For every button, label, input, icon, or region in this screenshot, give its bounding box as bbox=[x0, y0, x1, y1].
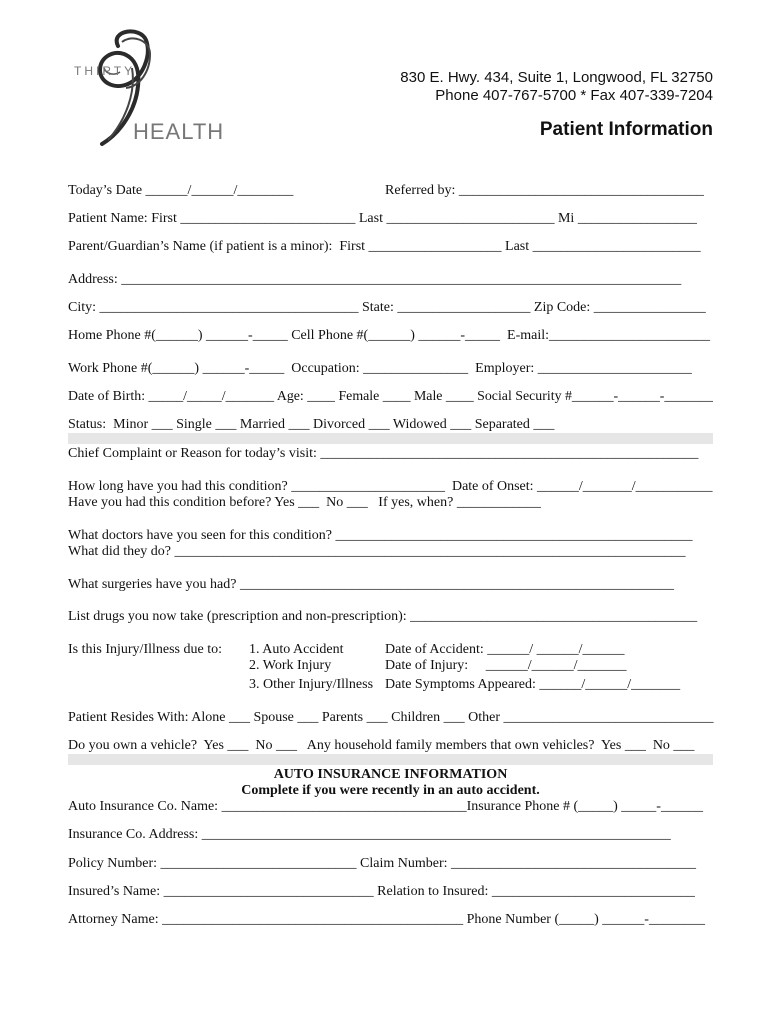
condition-duration-field[interactable]: How long have you had this condition? ______________________ Date of Onset: ______/_______/___________ bbox=[68, 479, 713, 494]
page-title: Patient Information bbox=[539, 119, 713, 140]
clinic-address: 830 E. Hwy. 434, Suite 1, Longwood, FL 32750 bbox=[400, 69, 713, 86]
dob-sex-ssn-field[interactable]: Date of Birth: _____/_____/_______ Age: ____ Female ____ Male ____ Social Security #______-______-_______ bbox=[68, 389, 713, 404]
auto-insurance-company-field[interactable]: Auto Insurance Co. Name: ___________________________________Insurance Phone # (_____) _____-______ bbox=[68, 799, 703, 814]
date-of-accident-field[interactable]: Date of Accident: ______/ ______/______ bbox=[385, 642, 625, 657]
marital-status-field[interactable]: Status: Minor ___ Single ___ Married ___ Divorced ___ Widowed ___ Separated ___ bbox=[68, 417, 555, 432]
date-of-injury-field[interactable]: Date of Injury: ______/______/_______ bbox=[385, 658, 627, 673]
address-field[interactable]: Address: ________________________________________________________________________________ bbox=[68, 272, 682, 287]
surgeries-field[interactable]: What surgeries have you had? ______________________________________________________________ bbox=[68, 577, 674, 592]
referred-by-field[interactable]: Referred by: ___________________________________ bbox=[385, 183, 704, 198]
injury-option-other[interactable]: 3. Other Injury/Illness bbox=[249, 677, 374, 692]
resides-with-field[interactable]: Patient Resides With: Alone ___ Spouse ___ Parents ___ Children ___ Other ______________________________ bbox=[68, 710, 714, 725]
attorney-field[interactable]: Attorney Name: ___________________________________________ Phone Number (_____) ______-________ bbox=[68, 912, 705, 927]
vehicle-ownership-field[interactable]: Do you own a vehicle? Yes ___ No ___ Any household family members that own vehicles? Yes ___ No ___ bbox=[68, 738, 695, 753]
injury-option-work[interactable]: 2. Work Injury bbox=[249, 658, 332, 673]
work-occupation-field[interactable]: Work Phone #(______) ______-_____ Occupation: _______________ Employer: ______________________ bbox=[68, 361, 692, 376]
thirty-nine-health-logo bbox=[70, 28, 225, 148]
insured-relation-field[interactable]: Insured’s Name: ______________________________ Relation to Insured: _____________________________ bbox=[68, 884, 695, 899]
auto-insurance-heading: AUTO INSURANCE INFORMATION bbox=[273, 767, 508, 782]
policy-claim-field[interactable]: Policy Number: ____________________________ Claim Number: ___________________________________ bbox=[68, 856, 697, 871]
injury-option-auto[interactable]: 1. Auto Accident bbox=[249, 642, 344, 657]
doctors-seen-field[interactable]: What doctors have you seen for this condition? ___________________________________________________ bbox=[68, 528, 693, 543]
patient-name-field[interactable]: Patient Name: First _________________________ Last ________________________ Mi _________________ bbox=[68, 211, 697, 226]
phone-email-field[interactable]: Home Phone #(______) ______-_____ Cell Phone #(______) ______-_____ E-mail:_______________________ bbox=[68, 328, 711, 343]
date-symptoms-field[interactable]: Date Symptoms Appeared: ______/______/_______ bbox=[385, 677, 681, 692]
todays-date-field[interactable]: Today’s Date ______/______/________ bbox=[68, 183, 294, 198]
condition-before-field[interactable]: Have you had this condition before? Yes ___ No ___ If yes, when? ____________ bbox=[68, 495, 541, 510]
clinic-phone-fax: Phone 407-767-5700 * Fax 407-339-7204 bbox=[435, 87, 713, 104]
section-divider bbox=[68, 433, 713, 444]
logo-word-health: HEALTH bbox=[133, 119, 225, 144]
injury-cause-label: Is this Injury/Illness due to: bbox=[68, 642, 222, 657]
logo-word-thirty: THIRTY bbox=[74, 64, 136, 78]
medications-field[interactable]: List drugs you now take (prescription and non-prescription): _________________________________________ bbox=[68, 609, 698, 624]
insurance-address-field[interactable]: Insurance Co. Address: ___________________________________________________________________ bbox=[68, 827, 671, 842]
doctors-treatment-field[interactable]: What did they do? _________________________________________________________________________ bbox=[68, 544, 686, 559]
guardian-name-field[interactable]: Parent/Guardian’s Name (if patient is a minor): First ___________________ Last ________________________ bbox=[68, 239, 701, 254]
section-divider bbox=[68, 754, 713, 765]
auto-insurance-subheading: Complete if you were recently in an auto accident. bbox=[241, 783, 540, 798]
chief-complaint-field[interactable]: Chief Complaint or Reason for today’s visit: ______________________________________________________ bbox=[68, 446, 699, 461]
city-state-zip-field[interactable]: City: _____________________________________ State: ___________________ Zip Code: ________________ bbox=[68, 300, 706, 315]
